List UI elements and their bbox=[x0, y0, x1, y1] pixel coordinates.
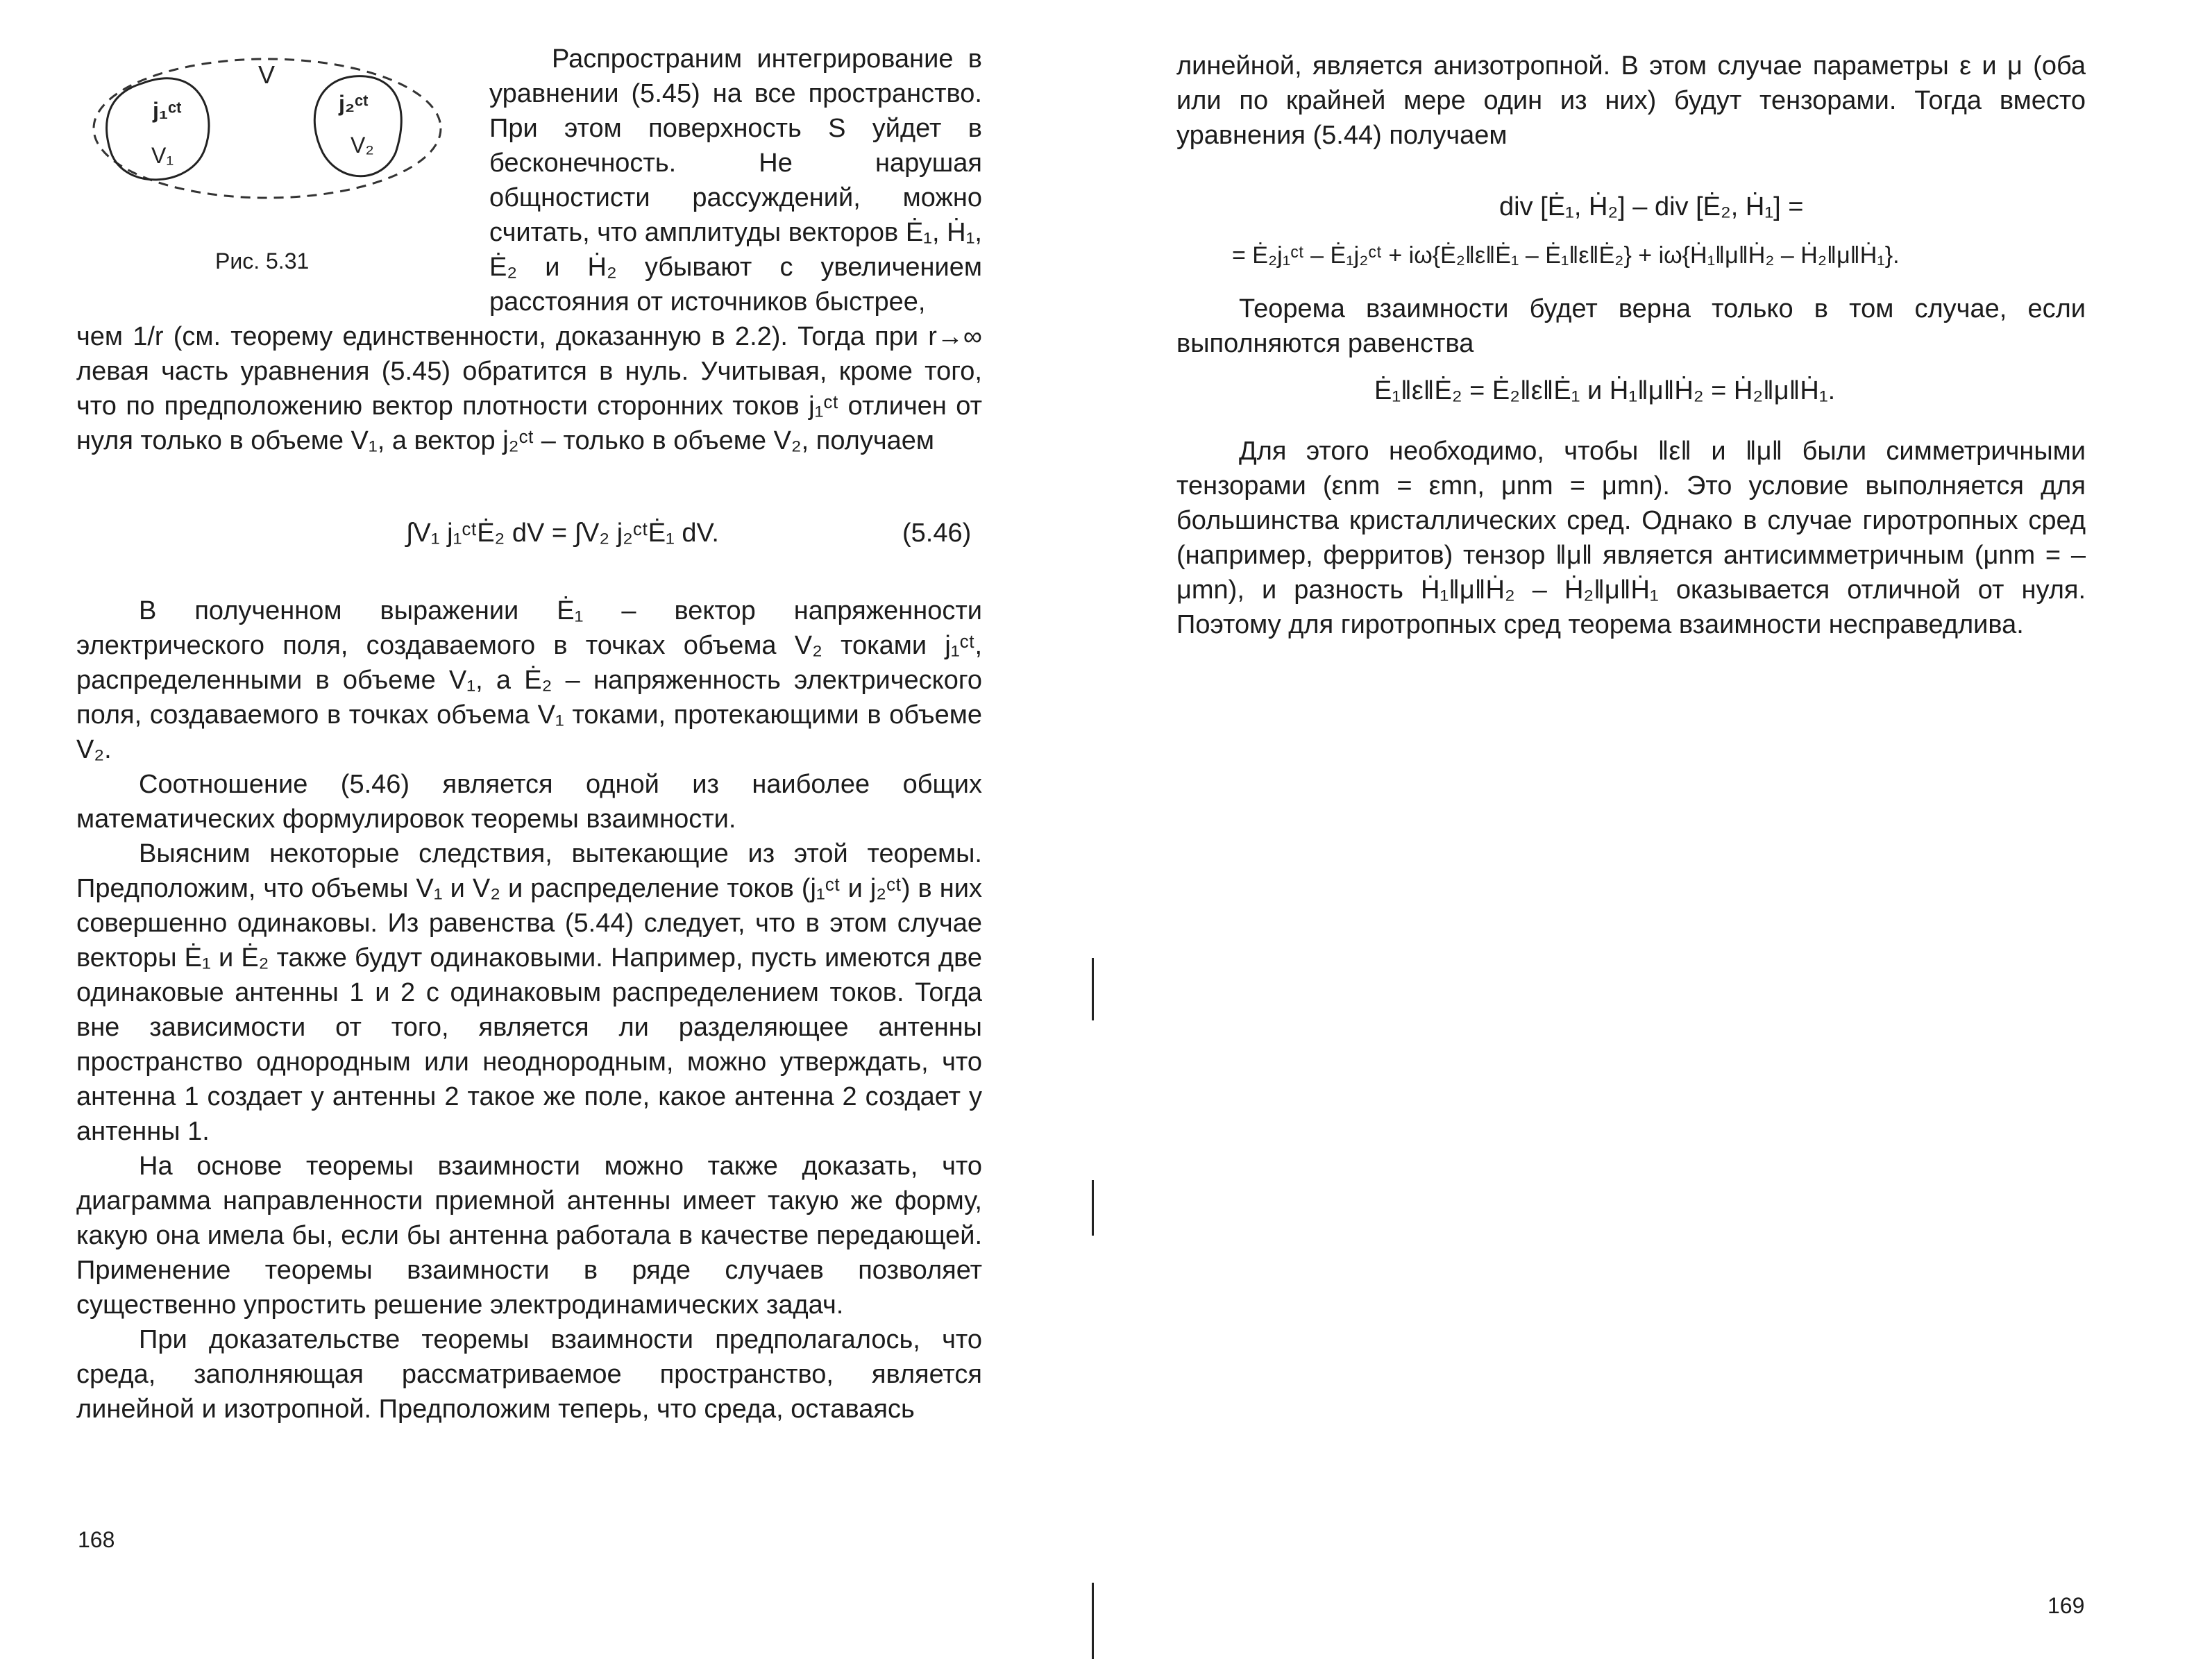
equation-div: div [Ė₁, Ḣ₂] – div [Ė₂, Ḣ₁] = bbox=[1499, 192, 1804, 221]
text-right-bottom bbox=[1176, 434, 2086, 642]
equation-reciprocity: = Ė₂j₁ᶜᵗ – Ė₁j₂ᶜᵗ + iω{Ė₂‖ε‖Ė₁ – Ė₁‖ε‖Ė₂} + iω{Ḣ₁‖μ‖Ḣ₂ – Ḣ₂‖μ‖Ḣ₁}. bbox=[1232, 242, 1900, 269]
left-page bbox=[0, 0, 1083, 1666]
text-left-lower bbox=[76, 594, 982, 1427]
figure-label-v1: V₁ bbox=[151, 143, 174, 168]
equation-number: (5.46) bbox=[902, 519, 972, 548]
figure-label-j2: j₂ᶜᵗ bbox=[339, 91, 369, 116]
paragraph: Выясним некоторые следствия, вытекающие из этой теоремы. Предположим, что объемы V₁ и V₂ и распределение токов (j₁ᶜᵗ и j₂ᶜᵗ) в них совершенно одинаковы. Из равенства (5.44) следует, что в этом случае векторы Ė₁ и Ė₂ также будут одинаковыми. Например, пусть имеются две одинаковые антенны 1 и 2 с одинаковым распределением токов. Тогда вне зависимости от того, является ли разделяющее антенны пространство однородным или неоднородным, можно утверждать, что антенна 1 создает у антенны 2 такое же поле, какое антенна 2 создает у антенны 1. bbox=[76, 839, 982, 1146]
paragraph: В полученном выражении Ė₁ – вектор напряженности электрического поля, создаваемого в точках объема V₂ токами j₁ᶜᵗ, распределенными в объеме V₁, а Ė₂ – напряженность электрического поля, создаваемого в точках объема V₁ токами, протекающими в объеме V₂. bbox=[76, 596, 982, 764]
text-left-block bbox=[76, 319, 982, 458]
paragraph: На основе теоремы взаимности можно также доказать, что диаграмма направленности приемной антенны имеет такую же форму, какую она имела бы, если бы антенна работала в качестве передающей. Применение теоремы взаимности в ряде случаев позволяет существенно упростить решение электродинамических задач. bbox=[76, 1152, 982, 1320]
figure-label-j1: j₁ᶜᵗ bbox=[153, 98, 182, 123]
figure-caption: Рис. 5.31 bbox=[215, 249, 310, 274]
text-right-mid bbox=[1176, 292, 2086, 361]
right-page bbox=[1104, 0, 2212, 1666]
paragraph: Для этого необходимо, чтобы ‖ε‖ и ‖μ‖ были симметричными тензорами (εnm = εmn, μnm = μmn). Это условие выполняется для большинства кристаллических сред. Однако в случае гиротропных сред (например, ферритов) тензор ‖μ‖ является антисимметричным (μnm = –μmn), и разность Ḣ₁‖μ‖Ḣ₂ – Ḣ₂‖μ‖Ḣ₁ оказывается отличной от нуля. Поэтому для гиротропных сред теорема взаимности несправедлива. bbox=[1176, 437, 2086, 639]
equation-conditions: Ė₁‖ε‖Ė₂ = Ė₂‖ε‖Ė₁ и Ḣ₁‖μ‖Ḣ₂ = Ḣ₂‖μ‖Ḣ₁. bbox=[1374, 376, 1836, 405]
page-number: 169 bbox=[2048, 1593, 2085, 1618]
paragraph: Распространим интегрирование в уравнении (5.45) на все пространство. При этом поверхность S уйдет в бесконечность. Не нарушая общностисти рассуждений, можно считать, что амплитуды векторов Ė₁, Ḣ₁, Ė₂ и Ḣ₂ убывают с увеличением расстояния от источников быстрее, bbox=[489, 44, 982, 317]
paragraph: Теорема взаимности будет верна только в том случае, если выполняются равенства bbox=[1176, 294, 2086, 358]
text-right-top bbox=[1176, 49, 2086, 153]
spine-line bbox=[1092, 958, 1094, 1020]
spine-line bbox=[1092, 1180, 1094, 1236]
figure-label-v: V bbox=[258, 60, 276, 89]
equation-5-46: ∫V₁ j₁ᶜᵗĖ₂ dV = ∫V₂ j₂ᶜᵗĖ₁ dV. bbox=[406, 519, 719, 548]
page-number: 168 bbox=[78, 1527, 115, 1552]
spine-line bbox=[1092, 1583, 1094, 1659]
paragraph: линейной, является анизотропной. В этом случае параметры ε и μ (оба или по крайней мере один из них) будут тензорами. Тогда вместо уравнения (5.44) получаем bbox=[1176, 51, 2086, 150]
paragraph: При доказательстве теоремы взаимности предполагалось, что среда, заполняющая рассматриваемое пространство, является линейной и изотропной. Предположим теперь, что среда, оставаясь bbox=[76, 1325, 982, 1424]
paragraph: чем 1/r (см. теорему единственности, доказанную в 2.2). Тогда при r→∞ левая часть уравнения (5.45) обратится в нуль. Учитывая, кроме того, что по предположению вектор плотности сторонних токов j₁ᶜᵗ отличен от нуля только в объеме V₁, а вектор j₂ᶜᵗ – только в объеме V₂, получаем bbox=[76, 322, 982, 455]
figure-5-31 bbox=[76, 35, 465, 236]
text-beside-figure bbox=[489, 42, 982, 319]
paragraph: Соотношение (5.46) является одной из наиболее общих математических формулировок теоремы взаимности. bbox=[76, 770, 982, 834]
figure-label-v2: V₂ bbox=[351, 133, 374, 158]
